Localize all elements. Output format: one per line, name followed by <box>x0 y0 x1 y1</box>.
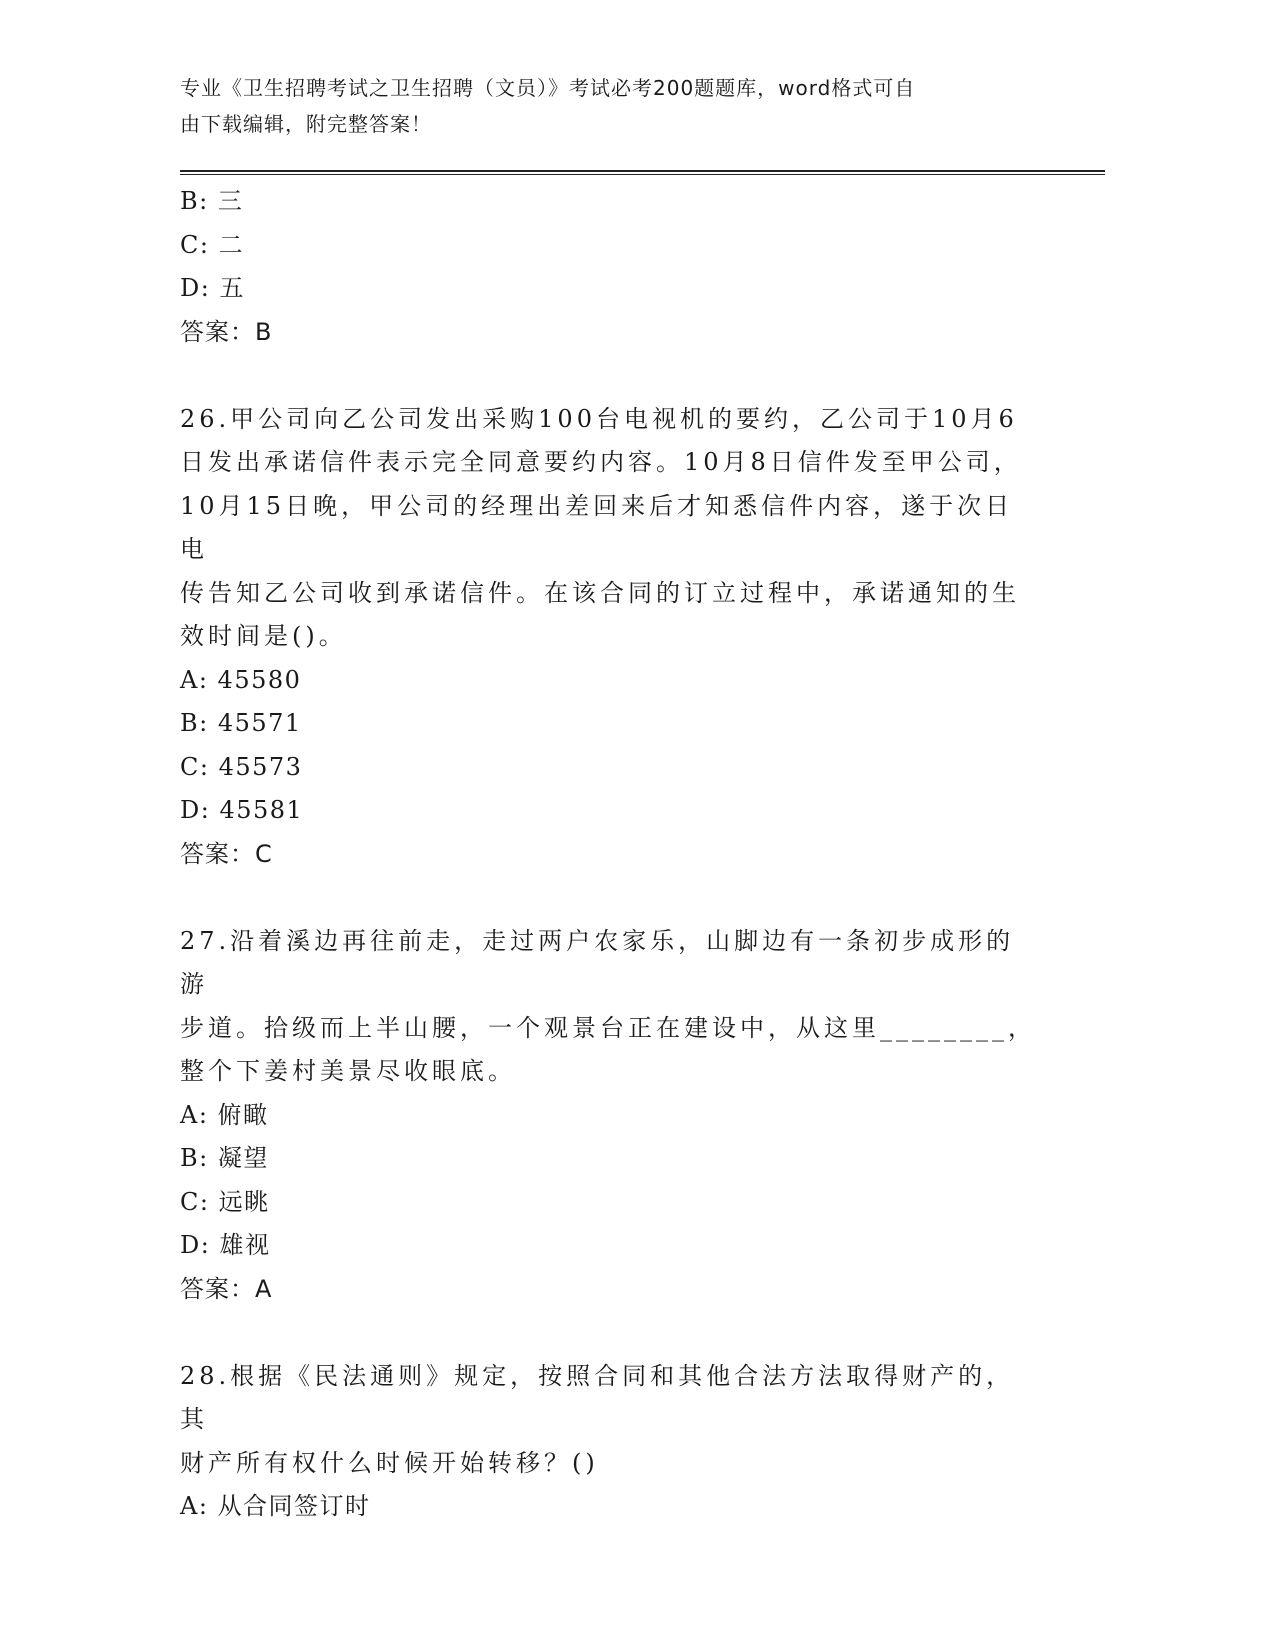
question-text-line: 10月15日晚，甲公司的经理出差回来后才知悉信件内容，遂于次日电 <box>180 491 1014 563</box>
spacer <box>180 1311 1050 1355</box>
header-line-1: 专业《卫生招聘考试之卫生招聘（文员）》考试必考200题题库，word格式可自 <box>180 76 916 100</box>
question-text-line: 财产所有权什么时候开始转移？() <box>180 1448 599 1477</box>
question-text <box>180 920 1040 1094</box>
option-b: B: 45571 <box>180 709 302 737</box>
question-27 <box>180 920 1050 1312</box>
question-text-line: 步道。拾级而上半山腰，一个观景台正在建设中，从这里________， <box>180 1013 1036 1042</box>
question-list <box>180 180 1050 1529</box>
document-header <box>180 70 1060 142</box>
question-text-line: 整个下姜村美景尽收眼底。 <box>180 1057 516 1085</box>
option-d: D: 45581 <box>180 796 304 824</box>
question-25 <box>180 180 1050 354</box>
header-rule-thin <box>180 174 1105 175</box>
option-d: D: 五 <box>180 274 245 302</box>
option-b: B: 凝望 <box>180 1144 269 1172</box>
answer-line: 答案：B <box>180 317 273 346</box>
question-text-line: 28.根据《民法通则》规定，按照合同和其他合法方法取得财产的，其 <box>180 1361 1015 1433</box>
header-rule-thick <box>180 170 1105 172</box>
answer-line: 答案：C <box>180 839 273 868</box>
header-line-2: 由下载编辑，附完整答案！ <box>180 112 432 136</box>
option-d: D: 雄视 <box>180 1231 271 1259</box>
option-c: C: 远眺 <box>180 1187 270 1216</box>
spacer <box>180 876 1050 920</box>
option-c: C: 45573 <box>180 752 303 781</box>
question-text <box>180 1355 1040 1486</box>
question-text-line: 26.甲公司向乙公司发出采购100台电视机的要约，乙公司于10月6 <box>180 404 1018 433</box>
option-a: A: 从合同签订时 <box>180 1492 371 1520</box>
answer-line: 答案：A <box>180 1274 273 1303</box>
option-a: A: 俯瞰 <box>180 1100 269 1129</box>
question-28 <box>180 1355 1050 1529</box>
option-a: A: 45580 <box>180 665 302 694</box>
question-text <box>180 398 1040 659</box>
question-text-line: 传告知乙公司收到承诺信件。在该合同的订立过程中，承诺通知的生 <box>180 578 1020 607</box>
question-26 <box>180 398 1050 877</box>
option-c: C: 二 <box>180 230 245 259</box>
question-text-line: 效时间是()。 <box>180 622 347 650</box>
option-b: B: 三 <box>180 187 244 215</box>
question-text-line: 日发出承诺信件表示完全同意要约内容。10月8日信件发至甲公司， <box>180 448 1022 476</box>
question-text-line: 27.沿着溪边再往前走，走过两户农家乐，山脚边有一条初步成形的游 <box>180 926 1015 998</box>
spacer <box>180 354 1050 398</box>
